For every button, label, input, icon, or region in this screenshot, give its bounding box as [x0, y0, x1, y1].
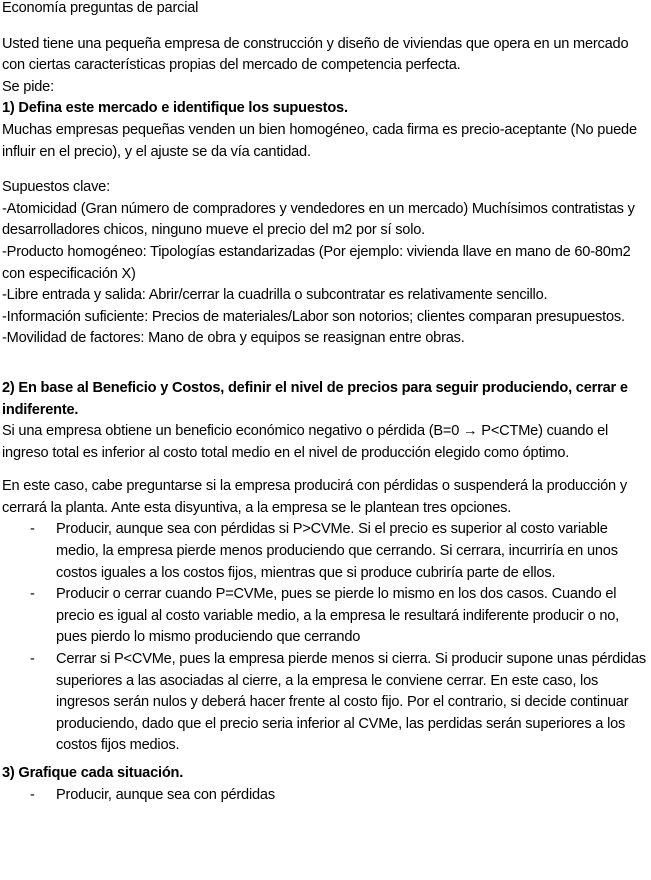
option-text: Producir, aunque sea con pérdidas si P>CVMe. Si el precio es superior al costo variable medio, la empresa pierde menos produciendo que cerrando. Si cerrara, incurriría en unos costos iguales a los costos fijos, mientras que si produce cubriría parte de ellos. — [56, 521, 618, 581]
option-text: Producir o cerrar cuando P=CVMe, pues se pierde lo mismo en los dos casos. Cuando el precio es igual al costo variable medio, a la empresa le resultará indiferente producir o no, pues pierdo lo mismo produciendo que cerrando — [56, 586, 620, 646]
dash-bullet-icon: - — [30, 586, 35, 603]
option-item — [2, 519, 647, 584]
dash-bullet-icon: - — [30, 521, 35, 538]
supuestos-heading: Supuestos clave: — [2, 179, 110, 196]
option-item — [2, 649, 647, 757]
supuesto-item: -Libre entrada y salida: Abrir/cerrar la cuadrilla o subcontratar es relativamente sencillo. — [2, 287, 548, 304]
supuesto-item: -Movilidad de factores: Mano de obra y equipos se reasignan entre obras. — [2, 330, 465, 347]
graph-item-text: Producir, aunque sea con pérdidas — [56, 786, 275, 803]
option-text: Cerrar si P<CVMe, pues la empresa pierde menos si cierra. Si producir supone unas pérdidas superiores a las asociadas al cierre, a la empresa le conviene cerrar. En este caso, los ingresos serán nulos y deberá hacer frente al costo fijo. Por el contrario, si decide continuar produciendo, dado que el precio seria inferior al CVMe, las perdidas serán superiores a los costos fijos medios. — [56, 651, 646, 754]
supuesto-item: -Producto homogéneo: Tipologías estandarizadas (Por ejemplo: vivienda llave en mano de 60-80m2 con especificación X) — [2, 243, 631, 282]
question-1-answer: Muchas empresas pequeñas venden un bien homogéneo, cada firma es precio-aceptante (No puede influir en el precio), y el ajuste se da vía cantidad. — [2, 121, 637, 160]
question-3-heading: 3) Grafique cada situación. — [2, 765, 184, 781]
document-title: Economía preguntas de parcial — [2, 0, 199, 16]
intro-paragraph: Usted tiene una pequeña empresa de construcción y diseño de viviendas que opera en un mercado con ciertas características propias del mercado de competencia perfecta. — [2, 35, 629, 74]
dash-bullet-icon: - — [30, 786, 35, 803]
question-2-answer — [2, 421, 647, 464]
options-list — [2, 519, 647, 757]
graph-item — [2, 785, 647, 807]
question-2-answer-part1: Si una empresa obtiene un beneficio económico negativo o pérdida (B=0 — [2, 423, 464, 440]
question-2-answer-part2: P<CTMe) cuando el ingreso total es inferior al costo total medio en el nivel de producción elegido como óptimo. — [2, 423, 609, 461]
question-2-paragraph-2: En este caso, cabe preguntarse si la empresa producirá con pérdidas o suspenderá la producción y cerrará la planta. Ante esta disyuntiva, a la empresa se le plantean tres opciones. — [2, 478, 627, 516]
supuesto-item: -Atomicidad (Gran número de compradores y vendedores en un mercado) Muchísimos contratistas y desarrolladores chicos, ninguno mueve el precio del m2 por sí solo. — [2, 200, 635, 239]
dash-bullet-icon: - — [30, 651, 35, 668]
question-2-heading: 2) En base al Beneficio y Costos, definir el nivel de precios para seguir produciendo, cerrar e indiferente. — [2, 379, 628, 418]
option-item — [2, 584, 647, 649]
supuesto-item: -Información suficiente: Precios de materiales/Labor son notorios; clientes comparan presupuestos. — [2, 308, 625, 325]
se-pide-label: Se pide: — [2, 78, 54, 95]
arrow-right-icon: → — [463, 423, 478, 440]
question-1-heading: 1) Defina este mercado e identifique los supuestos. — [2, 100, 348, 117]
graph-items-list — [2, 785, 647, 807]
